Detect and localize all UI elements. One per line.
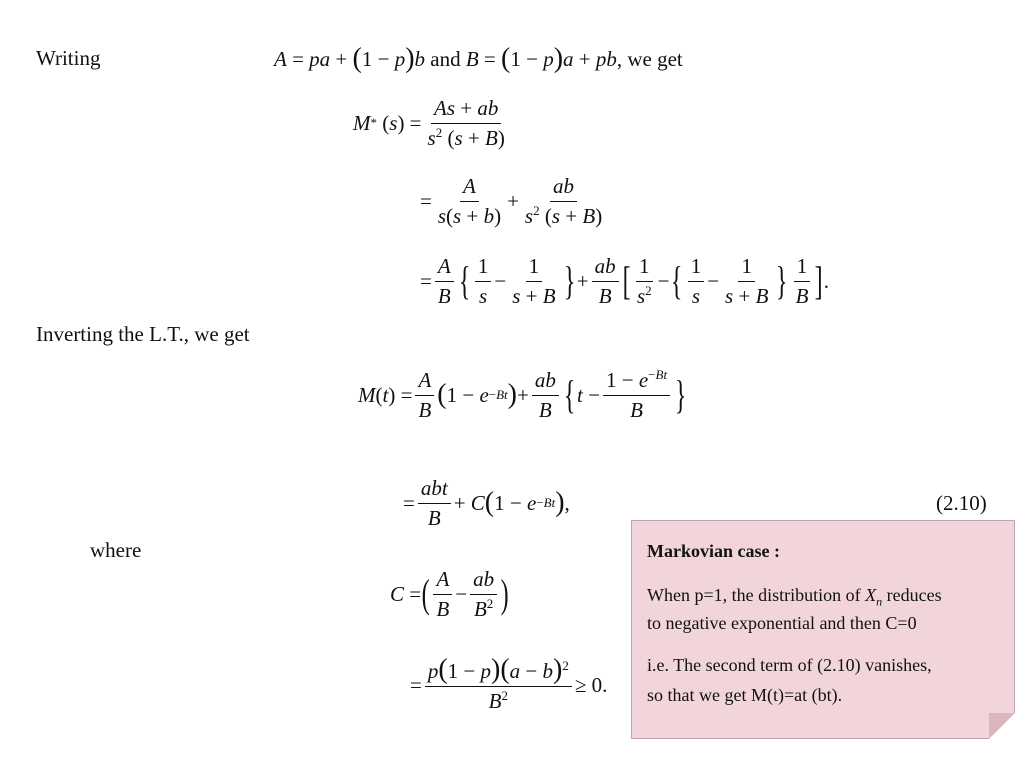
definition-and-text: and [430, 46, 461, 71]
label-inverting: Inverting the L.T., we get [36, 322, 250, 346]
note-line-4: so that we get M(t)=at (bt). [647, 685, 843, 705]
page-curl-corner [989, 713, 1015, 739]
label-writing: Writing [36, 46, 101, 70]
ge-zero-text: ≥ 0. [574, 672, 608, 697]
equation-definition-ab: A = pa + ( 1 − p ) b and B = ( 1 − p ) a + pb , we get [274, 43, 683, 74]
equation-constant-c-simplified: = $\frac{p(1 - p)(a - b)^2}{B^2}$ ≥ 0. [410, 654, 608, 714]
equation-number: (2.10) [936, 491, 987, 515]
label-where: where [90, 538, 142, 562]
note-line-2: to negative exponential and then C=0 [647, 613, 917, 633]
note-symbol-subscript: n [876, 594, 883, 609]
markovian-note [631, 520, 1015, 739]
note-symbol-x: $X_n$ [865, 585, 883, 609]
equation-renewal-function: = $\frac{\text{abt}}{B}$ + C ( 1 − e −Bt ) , [403, 476, 570, 530]
equation-laplace-transform: M * ( s ) = $\frac{As + ab}{s^2 (s + B)}$ [353, 96, 505, 150]
note-heading: Markovian case : [647, 541, 780, 561]
note-line-1-end: reduces [882, 585, 942, 605]
equation-constant-c: C = ( $\frac{A}{B}$ − $\frac{ab}{B^2}$ ) [390, 567, 509, 621]
note-line-1-start: When p=1, the distribution of [647, 585, 861, 605]
equation-partial-split: = $\frac{A}{s(s + b)}$ + $\frac{ab}{s^2 (s + B)}$ [420, 174, 603, 228]
equation-partial-fractions: = $\frac{A}{B}$ { $\frac{1}{s}$ − $\frac{1}{s + B}$ } + $\frac{ab}{B}$ [ $\frac{1}{s^2}$ − { $\frac{1}{s}$ − $\frac{1}{s + B}$ } $\frac{1}{B}$ ] . [420, 254, 829, 308]
note-line-3: i.e. The second term of (2.10) vanishes, [647, 655, 932, 675]
equation-inverse-transform: M ( t ) = $\frac{A}{B}$ ( 1 − e −Bt ) + $\frac{ab}{B}$ { t − $\frac{1 - e^{-Bt}}{B}$ } [358, 367, 687, 422]
definition-we-get-text: , we get [616, 46, 683, 71]
